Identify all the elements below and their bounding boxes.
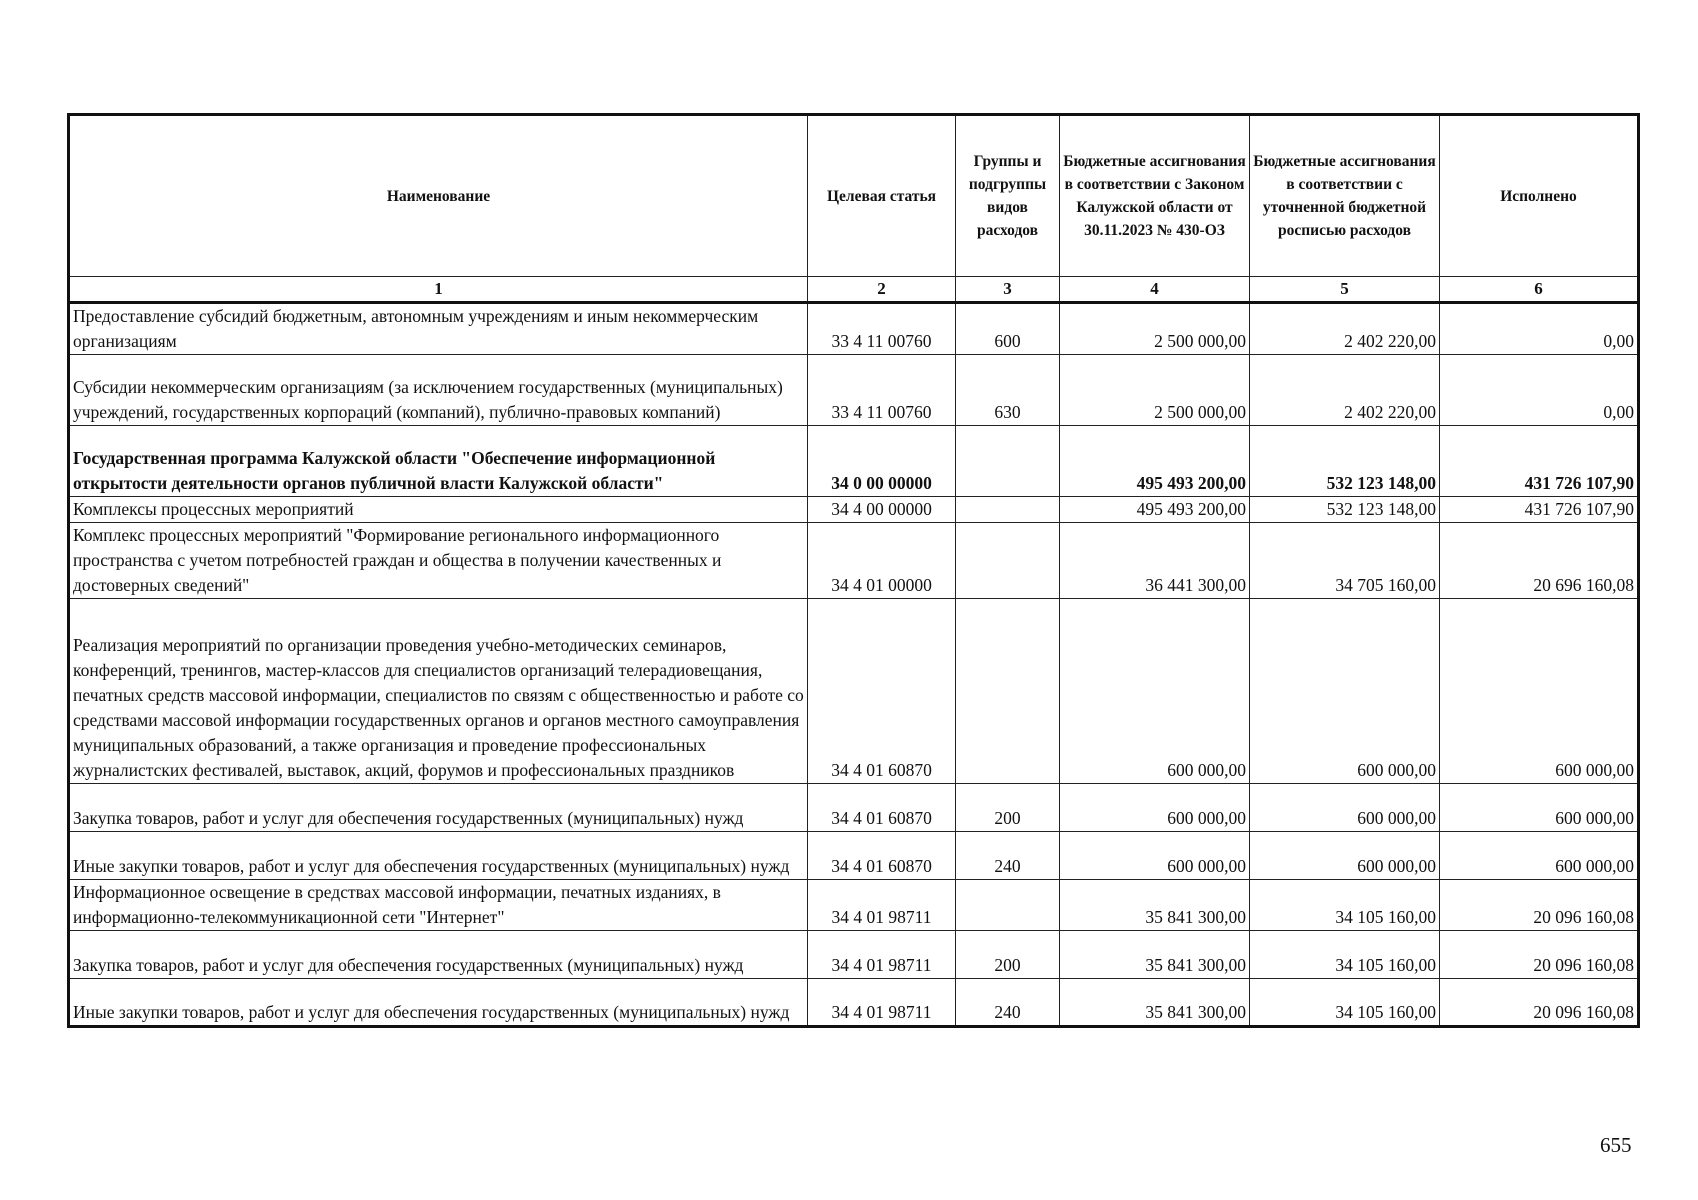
row-refined-allocation: 600 000,00 [1250,599,1440,784]
row-name: Иные закупки товаров, работ и услуг для обеспечения государственных (муниципальных) нужд [69,979,808,1027]
column-number: 4 [1060,277,1250,303]
row-target-article: 34 0 00 00000 [808,426,956,497]
row-law-allocation: 35 841 300,00 [1060,931,1250,979]
table-row [69,355,1639,426]
row-executed: 600 000,00 [1440,832,1639,880]
table-row [69,979,1639,1027]
row-refined-allocation: 600 000,00 [1250,832,1440,880]
header-law: Бюджетные ассигнования в соответствии с Законом Калужской области от 30.11.2023 № 430-ОЗ [1060,115,1250,277]
row-expense-group [956,523,1060,599]
row-expense-group [956,880,1060,931]
table-row [69,832,1639,880]
row-refined-allocation: 34 105 160,00 [1250,979,1440,1027]
row-expense-group: 630 [956,355,1060,426]
column-number: 2 [808,277,956,303]
row-law-allocation: 495 493 200,00 [1060,497,1250,523]
header-group: Группы и подгруппы видов расходов [956,115,1060,277]
row-refined-allocation: 2 402 220,00 [1250,303,1440,355]
page-number: 655 [1600,1133,1632,1157]
row-refined-allocation: 2 402 220,00 [1250,355,1440,426]
row-expense-group: 200 [956,931,1060,979]
row-target-article: 34 4 00 00000 [808,497,956,523]
row-expense-group [956,599,1060,784]
row-name: Закупка товаров, работ и услуг для обеспечения государственных (муниципальных) нужд [69,931,808,979]
row-name: Реализация мероприятий по организации проведения учебно-методических семинаров, конференций, тренингов, мастер-классов для специалистов организаций телерадиовещания, печатных средств массовой информации, специалистов по связям с общественностью и работе со средствами массовой информации государственных органов и органов местного самоуправления муниципальных образований, а также организация и проведение профессиональных журналистских фестивалей, выставок, акций, форумов и профессиональных праздников [69,599,808,784]
table-row [69,599,1639,784]
row-refined-allocation: 34 705 160,00 [1250,523,1440,599]
row-target-article: 33 4 11 00760 [808,355,956,426]
row-target-article: 34 4 01 60870 [808,784,956,832]
row-name: Субсидии некоммерческим организациям (за исключением государственных (муниципальных) учреждений, государственных корпораций (компаний), публично-правовых компаний) [69,355,808,426]
header-done: Исполнено [1440,115,1639,277]
row-executed: 0,00 [1440,355,1639,426]
row-name: Иные закупки товаров, работ и услуг для обеспечения государственных (муниципальных) нужд [69,832,808,880]
table-row [69,497,1639,523]
row-name: Комплексы процессных мероприятий [69,497,808,523]
row-executed: 600 000,00 [1440,599,1639,784]
row-law-allocation: 2 500 000,00 [1060,303,1250,355]
row-name: Комплекс процессных мероприятий "Формирование регионального информационного пространства с учетом потребностей граждан и общества в получении качественных и достоверных сведений" [69,523,808,599]
row-executed: 20 096 160,08 [1440,880,1639,931]
row-expense-group: 600 [956,303,1060,355]
row-target-article: 34 4 01 60870 [808,599,956,784]
row-target-article: 34 4 01 98711 [808,880,956,931]
header-name: Наименование [69,115,808,277]
column-number: 5 [1250,277,1440,303]
row-executed: 0,00 [1440,303,1639,355]
row-name: Государственная программа Калужской области "Обеспечение информационной открытости деятельности органов публичной власти Калужской области" [69,426,808,497]
table-body [69,303,1639,1027]
table-row [69,784,1639,832]
row-executed: 20 096 160,08 [1440,979,1639,1027]
column-number: 1 [69,277,808,303]
row-target-article: 34 4 01 98711 [808,979,956,1027]
row-refined-allocation: 34 105 160,00 [1250,931,1440,979]
row-law-allocation: 35 841 300,00 [1060,979,1250,1027]
row-executed: 431 726 107,90 [1440,497,1639,523]
row-target-article: 33 4 11 00760 [808,303,956,355]
row-law-allocation: 495 493 200,00 [1060,426,1250,497]
row-law-allocation: 36 441 300,00 [1060,523,1250,599]
table-row [69,303,1639,355]
row-expense-group [956,426,1060,497]
budget-table-container [67,113,1640,1028]
row-name: Закупка товаров, работ и услуг для обеспечения государственных (муниципальных) нужд [69,784,808,832]
row-refined-allocation: 532 123 148,00 [1250,497,1440,523]
row-executed: 600 000,00 [1440,784,1639,832]
row-executed: 20 096 160,08 [1440,931,1639,979]
row-refined-allocation: 34 105 160,00 [1250,880,1440,931]
column-number-row [69,277,1639,303]
row-law-allocation: 600 000,00 [1060,599,1250,784]
row-refined-allocation: 532 123 148,00 [1250,426,1440,497]
row-executed: 20 696 160,08 [1440,523,1639,599]
row-target-article: 34 4 01 00000 [808,523,956,599]
table-row [69,426,1639,497]
row-target-article: 34 4 01 60870 [808,832,956,880]
header-refined: Бюджетные ассигнования в соответствии с уточненной бюджетной росписью расходов [1250,115,1440,277]
row-expense-group: 240 [956,979,1060,1027]
table-row [69,931,1639,979]
row-executed: 431 726 107,90 [1440,426,1639,497]
budget-table [67,113,1640,1028]
column-number: 3 [956,277,1060,303]
row-law-allocation: 600 000,00 [1060,832,1250,880]
header-target: Целевая статья [808,115,956,277]
table-row [69,880,1639,931]
row-law-allocation: 600 000,00 [1060,784,1250,832]
row-name: Информационное освещение в средствах массовой информации, печатных изданиях, в информационно-телекоммуникационной сети "Интернет" [69,880,808,931]
row-expense-group: 240 [956,832,1060,880]
row-expense-group [956,497,1060,523]
row-refined-allocation: 600 000,00 [1250,784,1440,832]
row-law-allocation: 35 841 300,00 [1060,880,1250,931]
row-name: Предоставление субсидий бюджетным, автономным учреждениям и иным некоммерческим организациям [69,303,808,355]
row-target-article: 34 4 01 98711 [808,931,956,979]
table-header-row [69,115,1639,277]
column-number: 6 [1440,277,1639,303]
row-law-allocation: 2 500 000,00 [1060,355,1250,426]
table-row [69,523,1639,599]
row-expense-group: 200 [956,784,1060,832]
